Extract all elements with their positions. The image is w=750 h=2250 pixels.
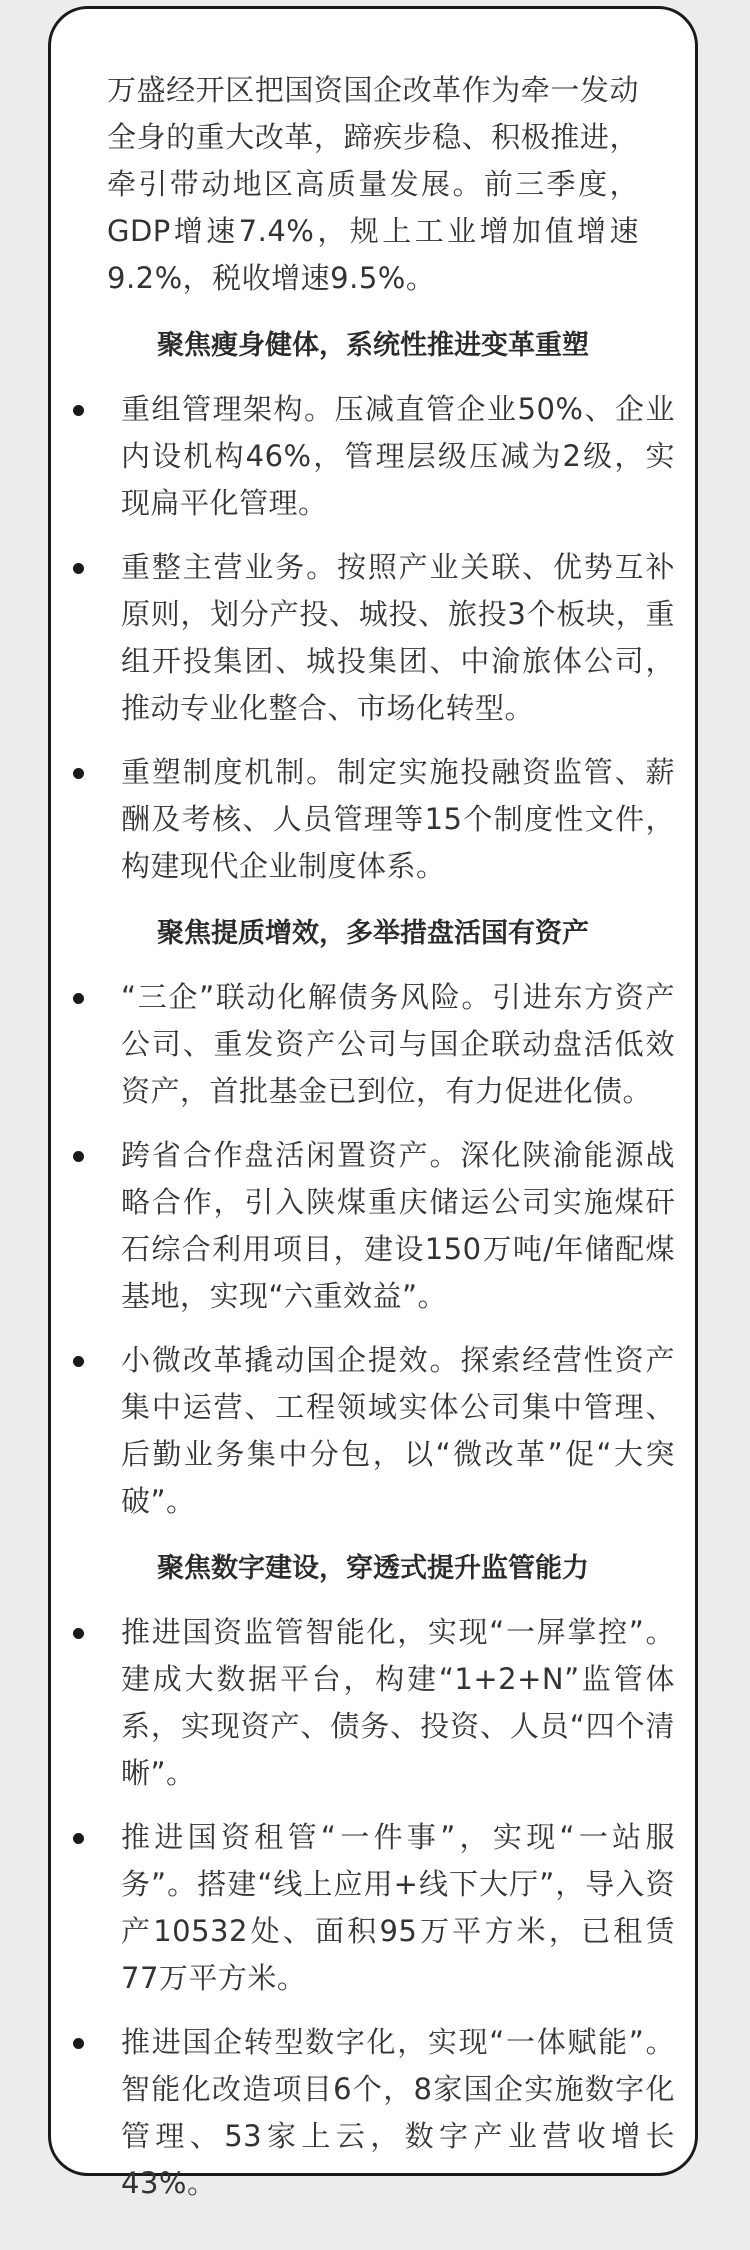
bullet-item [73,974,675,1115]
bullet-item [73,749,675,890]
bullet-list [107,974,675,1525]
bullet-item [73,1132,675,1320]
bullet-dot-icon [73,2038,84,2049]
bullet-list [107,386,675,890]
intro-paragraph: 万盛经开区把国资国企改革作为牵一发动全身的重大改革，蹄疾步稳、积极推进，牵引带动地区高质量发展。前三季度，GDP增速7.4%，规上工业增加值增速9.2%，税收增速9.5%。 [107,73,639,295]
section-1 [107,324,675,890]
bullet-dot-icon [73,405,84,416]
section-heading: 聚焦数字建设，穿透式提升监管能力 [157,1553,589,1584]
bullet-text: 跨省合作盘活闲置资产。深化陕渝能源战略合作，引入陕煤重庆储运公司实施煤矸石综合利用项目，建设150万吨/年储配煤基地，实现“六重效益”。 [121,1138,675,1313]
bullet-item [73,2019,675,2207]
article-card [48,6,698,2200]
bullet-item [73,386,675,527]
section-3 [107,1547,675,2207]
bullet-item [73,544,675,732]
bullet-text: 重组管理架构。压减直管企业50%、企业内设机构46%，管理层级压减为2级，实现扁平化管理。 [121,392,675,520]
bullet-dot-icon [73,1151,84,1162]
bullet-list [107,1609,675,2207]
bullet-dot-icon [73,1628,84,1639]
section-heading: 聚焦提质增效，多举措盘活国有资产 [157,918,589,949]
bullet-text: 重整主营业务。按照产业关联、优势互补原则，划分产投、城投、旅投3个板块，重组开投集团、城投集团、中渝旅体公司，推动专业化整合、市场化转型。 [121,550,675,725]
bullet-text: “三企”联动化解债务风险。引进东方资产公司、重发资产公司与国企联动盘活低效资产，首批基金已到位，有力促进化债。 [121,980,675,1108]
section-heading: 聚焦瘦身健体，系统性推进变革重塑 [157,330,589,361]
bullet-item [73,1609,675,1797]
bullet-item [73,1814,675,2002]
bullet-dot-icon [73,768,84,779]
bullet-dot-icon [73,1833,84,1844]
bullet-text: 重塑制度机制。制定实施投融资监管、薪酬及考核、人员管理等15个制度性文件，构建现代企业制度体系。 [121,755,675,883]
bullet-dot-icon [73,1356,84,1367]
bullet-item [73,1337,675,1525]
bullet-dot-icon [73,993,84,1004]
bullet-dot-icon [73,563,84,574]
bullet-text: 推进国资租管“一件事”，实现“一站服务”。搭建“线上应用+线下大厅”，导入资产10532处、面积95万平方米，已租赁77万平方米。 [121,1820,675,1995]
bullet-text: 推进国企转型数字化，实现“一体赋能”。智能化改造项目6个，8家国企实施数字化管理、53家上云，数字产业营收增长43%。 [121,2025,675,2200]
bullet-text: 小微改革撬动国企提效。探索经营性资产集中运营、工程领域实体公司集中管理、后勤业务集中分包，以“微改革”促“大突破”。 [121,1343,675,1518]
section-2 [107,912,675,1525]
bullet-text: 推进国资监管智能化，实现“一屏掌控”。建成大数据平台，构建“1+2+N”监管体系，实现资产、债务、投资、人员“四个清晰”。 [121,1615,675,1790]
